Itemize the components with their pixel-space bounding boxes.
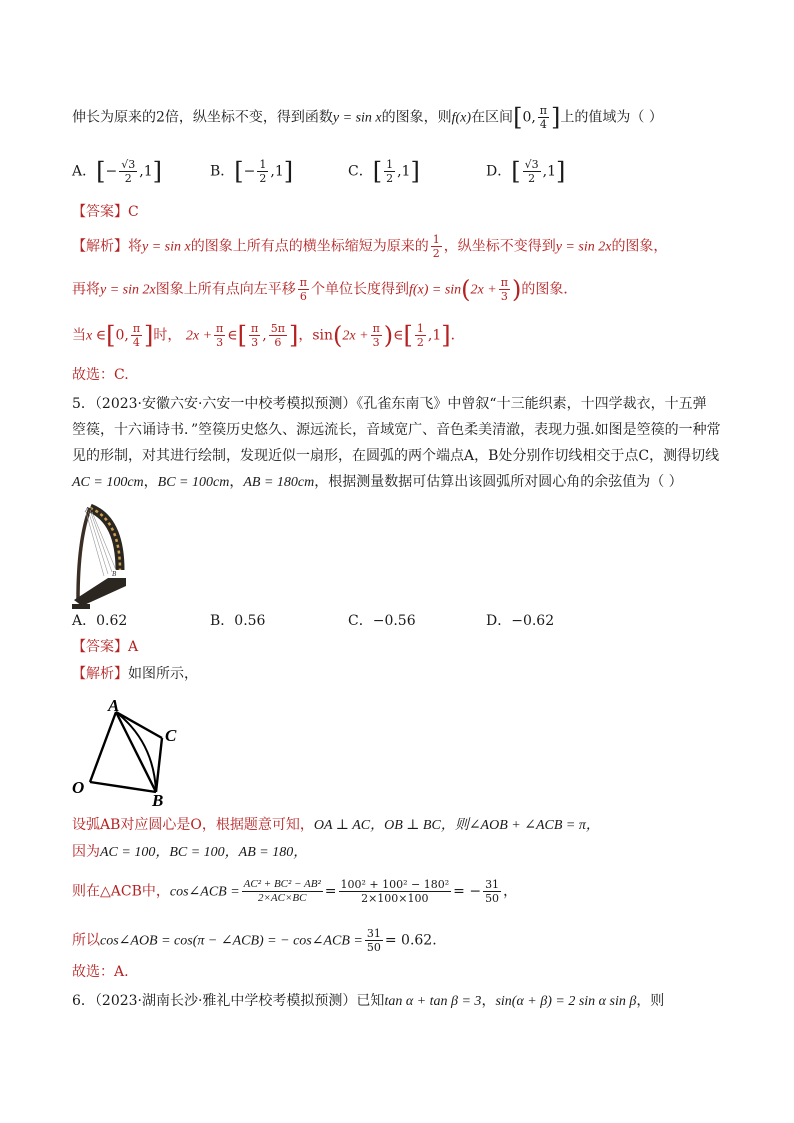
q5-step-2: 因为AC = 100，BC = 100，AB = 180， xyxy=(72,844,308,860)
q6-stem-line-1: 6．（2023·湖南长沙·雅礼中学校考模拟预测）已知tan α + tan β = 3，sin(α + β) = 2 sin α sin β，则 xyxy=(72,993,665,1009)
q4-option-b: B．[− $\frac{1}{2}$ ,1] xyxy=(210,157,294,186)
q4-option-c: C．[ $\frac{1}{2}$ ,1] xyxy=(348,157,420,186)
q5-step-3: 则在△ACB中，cos∠ACB = $\frac{\text{AC² + BC² − AB²}}{2\times AC\times BC}$ = $\frac{\text{100² + 100² − 180²}}{2\times 100\times 100}$ = − $\frac{31}{50}$ ， xyxy=(72,878,518,905)
sector-geometry-figure xyxy=(70,696,190,808)
q5-option-c: C．−0.56 xyxy=(348,613,416,629)
q5-option-a: A．0.62 xyxy=(72,613,128,629)
konghou-harp-picture xyxy=(68,500,132,612)
point-label-o: O xyxy=(72,778,85,797)
q4-stem: 伸长为原来的2倍，纵坐标不变，得到函数y = sin x的图象，则f(x)在区间[0, $\frac{\pi}{4}$ ]上的值域为（ ） xyxy=(72,103,663,132)
segment-oa xyxy=(90,712,116,782)
q4-analysis-line-2: 再将y = sin 2x图象上所有点向左平移 $\frac{\pi}{6}$ 个单位长度得到f(x) = sin(2x + $\frac{\pi}{3}$ )的图象． xyxy=(72,275,578,304)
q5-option-d: D．−0.62 xyxy=(486,613,555,629)
q5-step-4: 所以cos∠AOB = cos(π − ∠ACB) = − cos∠ACB = $\frac{31}{50}$ = 0.62. xyxy=(72,927,437,954)
point-label-c: C xyxy=(165,726,177,745)
q5-option-b: B．0.56 xyxy=(210,613,266,629)
point-label-a: A xyxy=(108,696,120,715)
q4-analysis-line-1: 【解析】将y = sin x的图象上所有点的横坐标缩短为原来的 $\frac{1}{2}$ ，纵坐标不变得到y = sin 2x的图象， xyxy=(72,233,668,260)
harp-label-b: B xyxy=(112,570,117,578)
point-label-b: B xyxy=(152,791,164,808)
segment-ob xyxy=(90,782,156,792)
q4-option-d: D．[ $\frac{√3}{2}$ ,1] xyxy=(486,157,566,186)
q5-stem-line-2: 箜篌，十六诵诗书．”箜篌历史悠久、源远流长，音域宽广、音色柔美清澈，表现力强.如图是箜篌的一种常 xyxy=(72,422,721,438)
q5-step-1: 设弧AB对应圆心是O，根据题意可知，OA ⊥ AC，OB ⊥ BC，则∠AOB + ∠ACB = π， xyxy=(72,817,600,833)
q5-conclusion: 故选：A. xyxy=(72,964,129,980)
q4-conclusion: 故选：C. xyxy=(72,367,129,383)
q5-stem-line-3: 见的形制，对其进行绘制，发现近似一扇形，在圆弧的两个端点A，B处分别作切线相交于点C，测得切线 xyxy=(72,448,720,464)
q4-analysis-line-3: 当x ∈[0, $\frac{\pi}{4}$ ]时， 2x + $\frac{\pi}{3}$ ∈[ $\frac{\pi}{3}$ , $\frac{5\pi}{6}$ ]，sin(2x + $\frac{\pi}{3}$ )∈[ $\frac{1}{2}$ ,1]． xyxy=(72,321,465,350)
harp-label-a: A xyxy=(85,506,90,514)
q5-stem-line-1: 5．（2023·安徽六安·六安一中校考模拟预测）《孔雀东南飞》中曾叙“十三能织素，十四学裁衣，十五弹 xyxy=(72,396,707,412)
q5-analysis-intro: 【解析】如图所示， xyxy=(72,666,198,682)
q4-option-a: A．[− $\frac{√3}{2}$ ,1] xyxy=(72,157,162,186)
q5-stem-line-4: AC = 100cm，BC = 100cm，AB = 180cm，根据测量数据可估算出该圆弧所对圆心角的余弦值为（ ） xyxy=(72,474,683,490)
q5-answer: 【答案】A xyxy=(72,639,139,655)
segment-bc xyxy=(156,738,162,792)
q4-answer: 【答案】C xyxy=(72,204,139,220)
